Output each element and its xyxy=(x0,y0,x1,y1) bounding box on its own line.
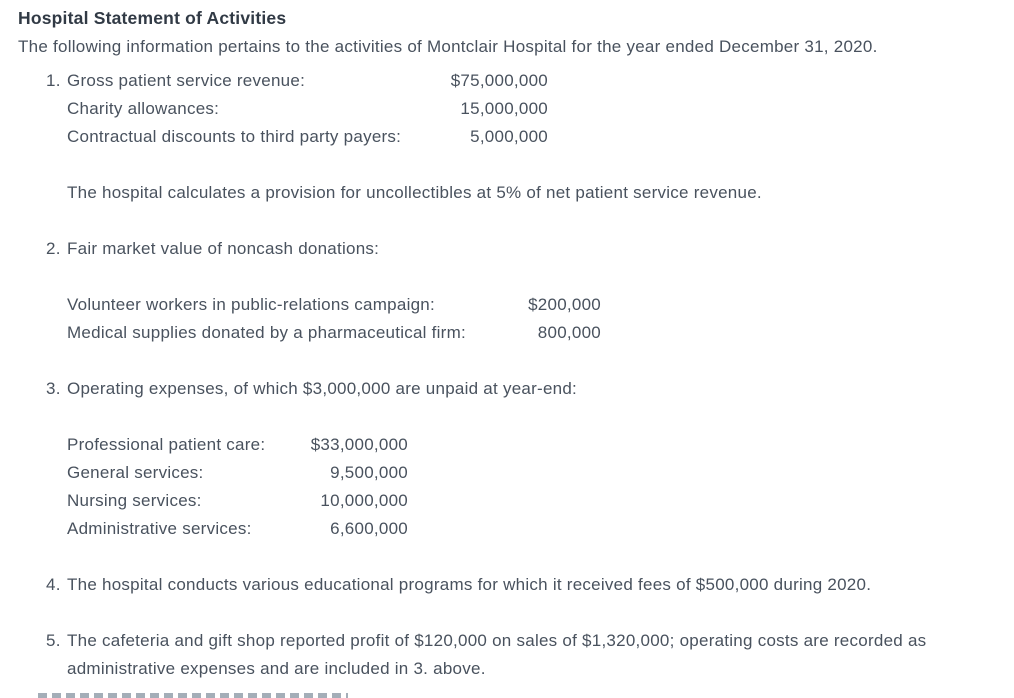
row-value: 5,000,000 xyxy=(470,127,548,146)
table-row xyxy=(67,123,548,151)
row-label: Medical supplies donated by a pharmaceutical firm: xyxy=(67,323,466,342)
row-label: Nursing services: xyxy=(67,491,202,510)
row-value: $75,000,000 xyxy=(450,71,548,90)
list-item-3 xyxy=(46,375,1014,543)
page-title: Hospital Statement of Activities xyxy=(18,8,287,28)
row-label: Contractual discounts to third party payers: xyxy=(67,127,402,146)
item-number: 2. xyxy=(46,239,61,258)
row-value: 800,000 xyxy=(537,323,601,342)
table-row xyxy=(67,67,548,95)
row-label: General services: xyxy=(67,463,204,482)
table-row xyxy=(67,459,408,487)
item-number: 5. xyxy=(46,631,61,650)
table-row xyxy=(67,95,548,123)
table-row xyxy=(67,319,601,347)
list-item-4 xyxy=(46,571,1014,599)
row-value: 15,000,000 xyxy=(460,99,548,118)
expenses-table xyxy=(67,431,408,543)
row-value: 6,600,000 xyxy=(330,519,408,538)
row-value: 10,000,000 xyxy=(320,491,408,510)
list-item-2 xyxy=(46,235,1014,347)
item-number: 4. xyxy=(46,575,61,594)
table-row xyxy=(67,487,408,515)
row-label: Professional patient care: xyxy=(67,435,266,454)
uncollectibles-note: The hospital calculates a provision for uncollectibles at 5% of net patient service revenue. xyxy=(67,183,762,202)
revenue-table xyxy=(67,67,548,151)
donations-table xyxy=(67,291,601,347)
row-label: Administrative services: xyxy=(67,519,252,538)
item-3-heading: Operating expenses, of which $3,000,000 are unpaid at year-end: xyxy=(67,379,578,398)
table-row xyxy=(67,431,408,459)
row-value: $200,000 xyxy=(528,295,601,314)
item-number: 3. xyxy=(46,379,61,398)
item-2-content xyxy=(67,235,601,347)
row-label: Gross patient service revenue: xyxy=(67,71,306,90)
item-number: 1. xyxy=(46,71,61,90)
list-item-5 xyxy=(46,627,1014,683)
item-4-text: The hospital conducts various educational programs for which it received fees of $500,000 during 2020. xyxy=(67,575,872,594)
intro-paragraph: The following information pertains to the activities of Montclair Hospital for the year ended December 31, 2020. xyxy=(18,37,878,56)
document xyxy=(0,5,1014,683)
cutoff-next-line xyxy=(38,693,348,698)
row-value: $33,000,000 xyxy=(310,435,408,454)
row-label: Charity allowances: xyxy=(67,99,220,118)
table-row xyxy=(67,515,408,543)
row-label: Volunteer workers in public-relations campaign: xyxy=(67,295,435,314)
table-row xyxy=(67,291,601,319)
item-5-text: The cafeteria and gift shop reported profit of $120,000 on sales of $1,320,000; operating costs are recorded as administrative expenses and are included in 3. above. xyxy=(67,631,927,678)
row-value: 9,500,000 xyxy=(330,463,408,482)
item-1-content xyxy=(67,67,762,207)
list-item-1 xyxy=(46,67,1014,207)
item-3-content xyxy=(67,375,577,543)
item-2-heading: Fair market value of noncash donations: xyxy=(67,239,380,258)
